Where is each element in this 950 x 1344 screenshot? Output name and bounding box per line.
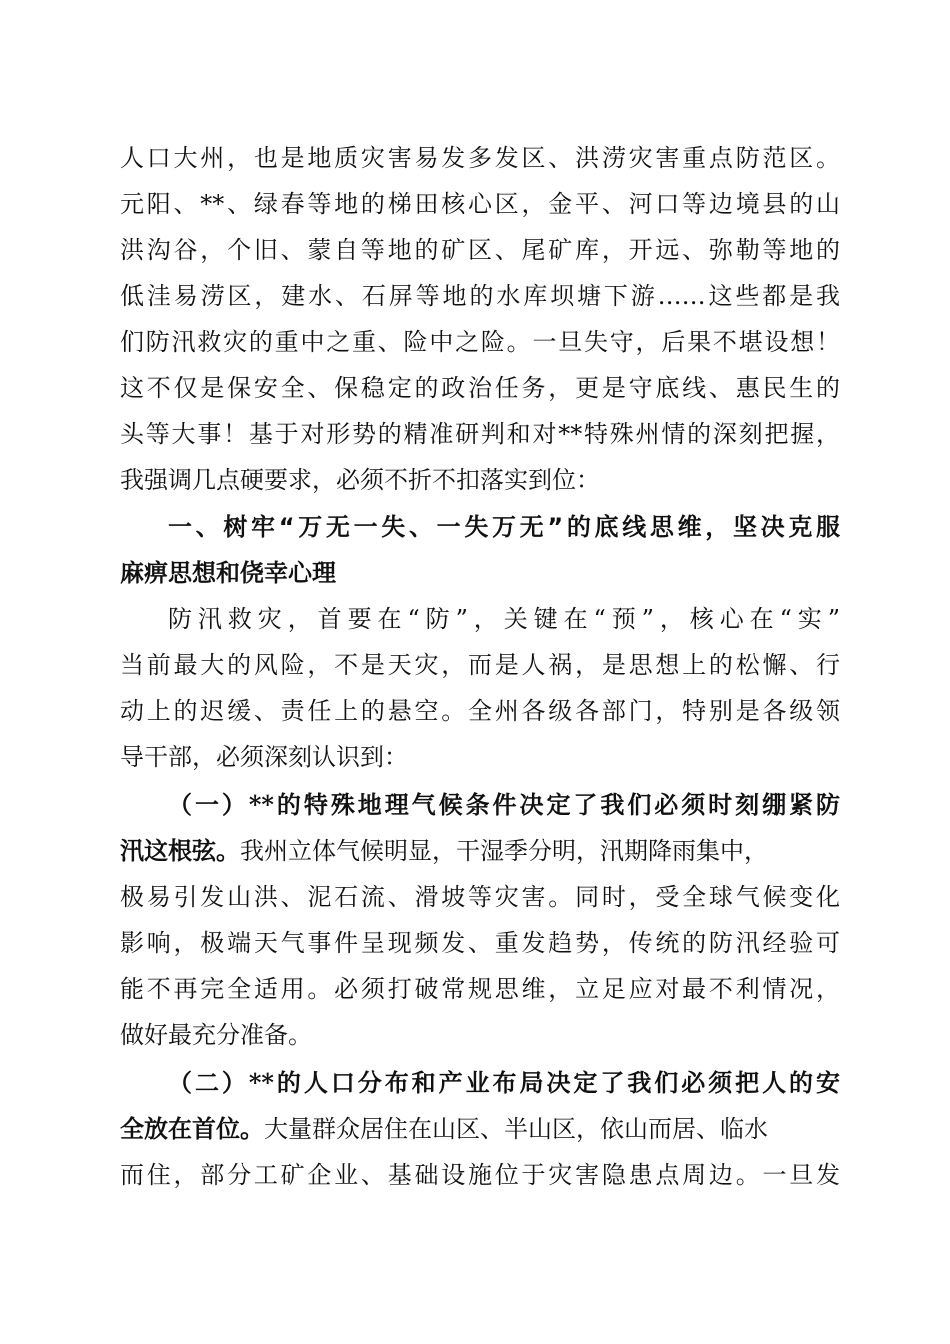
paragraph-line: 元阳、**、绿春等地的梯田核心区，金平、河口等边境县的山 [120,190,840,218]
item-line [120,829,840,873]
paragraph-line: 人口大州，也是地质灾害易发多发区、洪涝灾害重点防范区。 [120,144,840,172]
item-line [120,1107,840,1151]
item-text: 大量群众居住在山区、半山区，依山而居、临水 [264,1115,768,1143]
item-line: 而住，部分工矿企业、基础设施位于灾害隐患点周边。一旦发 [120,1161,840,1189]
paragraph-line: 当前最大的风险，不是天灾，而是人祸，是思想上的松懈、行 [120,651,840,679]
item-text: 我州立体气候明显，干湿季分明，汛期降雨集中， [240,837,768,865]
paragraph-line: 我强调几点硬要求，必须不折不扣落实到位： [120,466,600,494]
paragraph-line: 这不仅是保安全、保稳定的政治任务，更是守底线、惠民生的 [120,374,840,402]
paragraph-line: 动上的迟缓、责任上的悬空。全州各级各部门，特别是各级领 [120,697,840,725]
paragraph-line: 低洼易涝区，建水、石屏等地的水库坝塘下游……这些都是我 [120,282,840,310]
section-heading: 麻痹思想和侥幸心理 [120,559,336,587]
item-line: 做好最充分准备。 [120,1021,312,1049]
item-lead-end: 全放在首位。 [120,1114,264,1143]
item-lead: （一）**的特殊地理气候条件决定了我们必须时刻绷紧防 [168,790,840,819]
item-lead-end: 汛这根弦。 [120,836,240,865]
item-line: 影响，极端天气事件呈现频发、重发趋势，传统的防汛经验可 [120,929,840,957]
item-line: 极易引发山洪、泥石流、滑坡等灾害。同时，受全球气候变化 [120,883,840,911]
item-lead: （二）**的人口分布和产业布局决定了我们必须把人的安 [168,1068,840,1097]
item-line: 能不再完全适用。必须打破常规思维，立足应对最不利情况， [120,975,840,1003]
paragraph-line: 洪沟谷，个旧、蒙自等地的矿区、尾矿库，开远、弥勒等地的 [120,236,840,264]
paragraph-line: 导干部，必须深刻认识到： [120,743,408,771]
paragraph-line: 防汛救灾，首要在“防”，关键在“预”，核心在“实” [168,605,840,633]
paragraph-line: 们防汛救灾的重中之重、险中之险。一旦失守，后果不堪设想！ [120,328,840,356]
section-heading: 一、树牢“万无一失、一失万无”的底线思维，坚决克服 [168,513,840,541]
paragraph-line: 头等大事！基于对形势的精准研判和对**特殊州情的深刻把握， [120,420,840,448]
